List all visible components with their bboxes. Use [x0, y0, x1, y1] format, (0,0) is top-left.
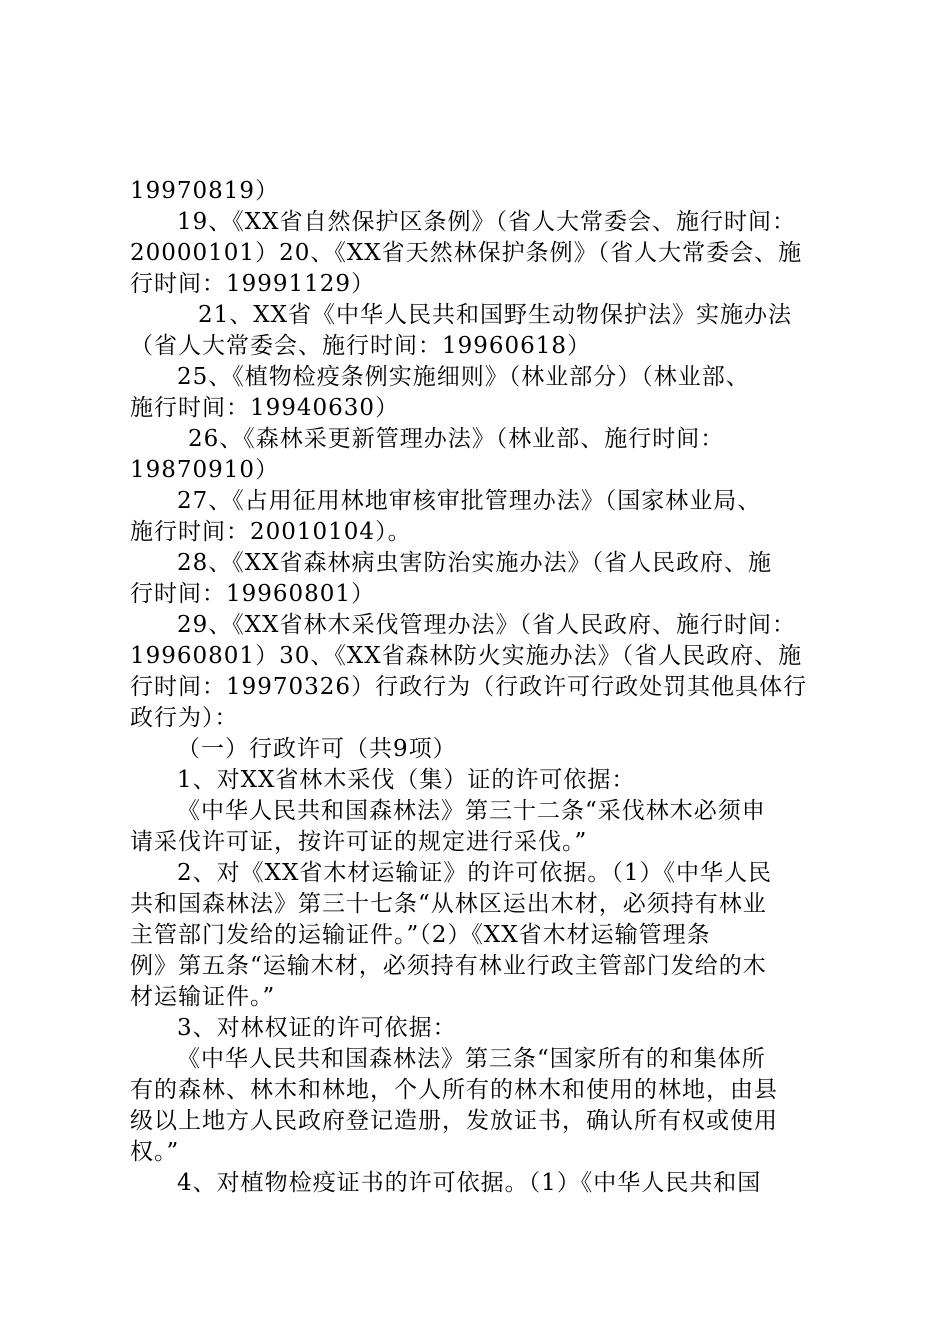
document-line: 行时间：19991129） — [130, 271, 376, 297]
document-line: 20000101）20、《XX省天然林保护条例》（省人大常委会、施 — [130, 240, 803, 266]
document-line: 行时间：19960801） — [130, 581, 376, 607]
document-line: 21、XX省《中华人民共和国野生动物保护法》实施办法 — [198, 302, 793, 328]
document-line: 29、《XX省林木采伐管理办法》（省人民政府、施行时间： — [177, 612, 797, 638]
document-line: 材运输证件。” — [130, 984, 276, 1010]
document-line: 19870910） — [130, 457, 280, 483]
document-line: 共和国森林法》第三十七条“从林区运出木材，必须持有林业 — [130, 891, 767, 917]
document-line: 27、《占用征用林地审核审批管理办法》（国家林业局、 — [177, 488, 762, 514]
document-line: 政行为）： — [130, 705, 239, 731]
document-line: 2、对《XX省木材运输证》的许可依据。（1）《中华人民 — [177, 860, 773, 886]
document-line: （省人大常委会、施行时间：19960618） — [130, 333, 592, 359]
document-line: 《中华人民共和国森林法》第三十二条“采伐林木必须申 — [177, 798, 766, 824]
document-line: 3、对林权证的许可依据： — [177, 1015, 457, 1041]
document-line: 19970819） — [130, 178, 280, 204]
document-line: 26、《森林采更新管理办法》（林业部、施行时间： — [188, 426, 725, 452]
document-line: 行时间：19970326）行政行为（行政许可行政处罚其他具体行 — [130, 674, 808, 700]
document-line: 有的森林、林木和林地，个人所有的林木和使用的林地，由县 — [130, 1077, 778, 1103]
document-line: 28、《XX省森林病虫害防治实施办法》（省人民政府、施 — [177, 550, 773, 576]
document-line: （一）行政许可（共9项） — [177, 736, 457, 762]
document-line: 《中华人民共和国森林法》第三条“国家所有的和集体所 — [177, 1046, 766, 1072]
document-line: 25、《植物检疫条例实施细则》（林业部分）（林业部、 — [177, 364, 750, 390]
document-line: 请采伐许可证，按许可证的规定进行采伐。” — [130, 829, 588, 855]
document-line: 权。” — [130, 1139, 180, 1165]
document-line: 19960801）30、《XX省森林防火实施办法》（省人民政府、施 — [130, 643, 803, 669]
document-line: 19、《XX省自然保护区条例》（省人大常委会、施行时间： — [177, 209, 797, 235]
document-line: 施行时间：20010104）。 — [130, 519, 412, 545]
document-line: 级以上地方人民政府登记造册，发放证书，确认所有权或使用 — [130, 1108, 778, 1134]
document-line: 主管部门发给的运输证件。”（2）《XX省木材运输管理条 — [130, 922, 711, 948]
document-body — [130, 176, 830, 1199]
document-line: 4、对植物检疫证书的许可依据。（1）《中华人民共和国 — [177, 1170, 762, 1196]
document-line: 1、对XX省林木采伐（集）证的许可依据： — [177, 767, 636, 793]
document-line: 例》第五条“运输木材，必须持有林业行政主管部门发给的木 — [130, 953, 767, 979]
document-line: 施行时间：19940630） — [130, 395, 400, 421]
